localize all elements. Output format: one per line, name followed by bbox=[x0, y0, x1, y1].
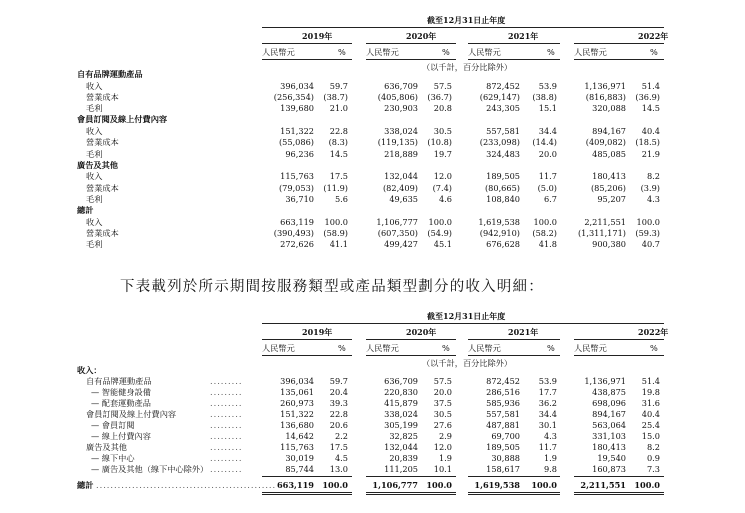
percent-cell: 21.0 bbox=[329, 103, 348, 114]
percent-cell: 22.8 bbox=[329, 125, 348, 136]
amount-cell: 189,505 bbox=[486, 171, 520, 182]
percent-cell: 30.5 bbox=[433, 409, 452, 419]
row-label: 毛利 bbox=[86, 148, 103, 159]
year-header: 2020年 bbox=[406, 327, 437, 337]
row-label: 收入 bbox=[86, 125, 103, 136]
percent-cell: 8.2 bbox=[646, 441, 660, 452]
percent-cell: 1.9 bbox=[543, 452, 557, 463]
percent-cell: (3.9) bbox=[640, 182, 660, 193]
amount-cell: 1,136,971 bbox=[584, 376, 626, 387]
dot-leader: ......... bbox=[210, 463, 243, 474]
percent-cell: (36.7) bbox=[427, 91, 452, 102]
unit-note: （以千計，百分比除外） bbox=[422, 62, 513, 72]
percent-cell: (38.7) bbox=[323, 91, 348, 102]
amount-cell: 305,199 bbox=[384, 419, 418, 430]
row-label: 毛利 bbox=[86, 103, 103, 114]
rule bbox=[366, 339, 456, 340]
amount-cell: 1,619,538 bbox=[474, 480, 520, 491]
percent-cell: 39.3 bbox=[329, 398, 348, 409]
percent-cell: 30.5 bbox=[433, 125, 452, 136]
row-label: — 線下中心 bbox=[91, 452, 135, 463]
amount-cell: 698,096 bbox=[592, 398, 626, 409]
amount-cell: 111,205 bbox=[384, 463, 418, 474]
dot-leader: .................................................. bbox=[96, 480, 277, 491]
percent-cell: 20.0 bbox=[433, 387, 452, 398]
amount-cell: 900,380 bbox=[592, 239, 626, 250]
percent-cell: (5.0) bbox=[537, 182, 557, 193]
percent-cell: (59.3) bbox=[635, 228, 660, 238]
breakdown-intro-sentence: 下表載列於所示期間按服務類型或產品類型劃分的收入明細： bbox=[120, 279, 544, 295]
percent-header: % bbox=[442, 47, 450, 57]
rule bbox=[574, 492, 664, 493]
rule bbox=[262, 27, 664, 28]
period-header: 截至12月31日止年度 bbox=[427, 15, 506, 25]
percent-cell: 40.4 bbox=[641, 409, 660, 419]
percent-header: % bbox=[547, 343, 555, 353]
rule bbox=[262, 59, 352, 60]
amount-cell: (233,098) bbox=[479, 137, 520, 148]
year-header: 2020年 bbox=[406, 31, 437, 41]
percent-cell: 100.0 bbox=[322, 480, 348, 491]
amount-cell: 396,034 bbox=[280, 80, 314, 91]
amount-cell: 636,709 bbox=[384, 376, 418, 387]
percent-cell: 2.2 bbox=[334, 430, 348, 441]
rule bbox=[366, 43, 456, 44]
currency-header: 人民幣元 bbox=[366, 343, 399, 353]
percent-cell: (11.9) bbox=[323, 182, 348, 193]
percent-header: % bbox=[650, 343, 658, 353]
year-header: 2019年 bbox=[302, 327, 333, 337]
percent-cell: (8.3) bbox=[328, 137, 348, 148]
amount-cell: 894,167 bbox=[592, 409, 626, 419]
dot-leader: ......... bbox=[210, 387, 243, 398]
percent-cell: 6.7 bbox=[543, 193, 557, 204]
amount-cell: 438,875 bbox=[592, 387, 626, 398]
rule bbox=[262, 492, 352, 493]
amount-cell: 324,483 bbox=[486, 148, 520, 159]
amount-cell: 85,744 bbox=[285, 463, 314, 474]
percent-cell: 57.5 bbox=[433, 376, 452, 387]
percent-cell: 15.0 bbox=[641, 430, 660, 441]
percent-cell: 100.0 bbox=[634, 480, 660, 491]
row-label: 營業成本 bbox=[86, 228, 119, 238]
dot-leader: ......... bbox=[210, 409, 243, 419]
percent-cell: 19.7 bbox=[433, 148, 452, 159]
percent-cell: 10.1 bbox=[433, 463, 452, 474]
percent-cell: (54.9) bbox=[427, 228, 452, 238]
amount-cell: 30,888 bbox=[491, 452, 520, 463]
amount-cell: 20,839 bbox=[389, 452, 418, 463]
rule bbox=[468, 339, 560, 340]
dot-leader: ......... bbox=[210, 419, 243, 430]
percent-cell: 20.0 bbox=[538, 148, 557, 159]
percent-cell: (58.9) bbox=[323, 228, 348, 238]
dot-leader: ......... bbox=[210, 441, 243, 452]
percent-cell: 27.6 bbox=[433, 419, 452, 430]
percent-cell: 31.6 bbox=[641, 398, 660, 409]
percent-cell: 100.0 bbox=[428, 216, 452, 227]
row-label: — 會員訂閱 bbox=[91, 419, 135, 430]
percent-cell: 22.8 bbox=[329, 409, 348, 419]
percent-cell: 4.3 bbox=[646, 193, 660, 204]
amount-cell: 180,413 bbox=[592, 171, 626, 182]
currency-header: 人民幣元 bbox=[574, 47, 607, 57]
amount-cell: 220,830 bbox=[384, 387, 418, 398]
amount-cell: 557,581 bbox=[486, 409, 520, 419]
percent-cell: 9.8 bbox=[543, 463, 557, 474]
dot-leader: ......... bbox=[210, 430, 243, 441]
percent-header: % bbox=[338, 343, 346, 353]
currency-header: 人民幣元 bbox=[574, 343, 607, 353]
rule bbox=[574, 494, 664, 495]
row-label: 營業成本 bbox=[86, 91, 119, 102]
percent-cell: 17.5 bbox=[329, 441, 348, 452]
amount-cell: 14,642 bbox=[285, 430, 314, 441]
year-header: 2022年 bbox=[638, 31, 669, 41]
percent-cell: 13.0 bbox=[329, 463, 348, 474]
rule bbox=[468, 494, 560, 495]
amount-cell: 1,619,538 bbox=[478, 216, 520, 227]
amount-cell: 663,119 bbox=[280, 216, 314, 227]
rule bbox=[366, 59, 456, 60]
amount-cell: (85,206) bbox=[590, 182, 626, 193]
row-label: 毛利 bbox=[86, 239, 103, 250]
amount-cell: 132,044 bbox=[384, 441, 418, 452]
row-label: — 配套運動產品 bbox=[91, 398, 151, 409]
section-title: 自有品牌運動產品 bbox=[77, 69, 143, 79]
amount-cell: 1,136,971 bbox=[584, 80, 626, 91]
amount-cell: 230,903 bbox=[384, 103, 418, 114]
unit-note: （以千計，百分比除外） bbox=[422, 358, 513, 368]
percent-header: % bbox=[442, 343, 450, 353]
amount-cell: 95,207 bbox=[597, 193, 626, 204]
amount-cell: 260,973 bbox=[280, 398, 314, 409]
currency-header: 人民幣元 bbox=[262, 343, 295, 353]
amount-cell: 115,763 bbox=[280, 171, 314, 182]
row-label: 毛利 bbox=[86, 193, 103, 204]
amount-cell: (80,665) bbox=[484, 182, 520, 193]
rule bbox=[262, 323, 664, 324]
percent-cell: 14.5 bbox=[641, 103, 660, 114]
amount-cell: (55,086) bbox=[278, 137, 314, 148]
percent-cell: 5.6 bbox=[334, 193, 348, 204]
rule bbox=[366, 494, 456, 495]
currency-header: 人民幣元 bbox=[468, 47, 501, 57]
percent-cell: 14.5 bbox=[329, 148, 348, 159]
section-title: 總計 bbox=[77, 205, 94, 216]
row-label: 自有品牌運動產品 bbox=[86, 376, 152, 387]
rule bbox=[574, 476, 664, 477]
percent-cell: 4.5 bbox=[334, 452, 348, 463]
amount-cell: 218,889 bbox=[384, 148, 418, 159]
amount-cell: 894,167 bbox=[592, 125, 626, 136]
percent-cell: 40.4 bbox=[641, 125, 660, 136]
percent-cell: 1.9 bbox=[438, 452, 452, 463]
percent-cell: 41.8 bbox=[538, 239, 557, 250]
section-title: 收入： bbox=[77, 365, 102, 375]
amount-cell: 2,211,551 bbox=[584, 216, 626, 227]
percent-header: % bbox=[338, 47, 346, 57]
percent-cell: 51.4 bbox=[641, 80, 660, 91]
amount-cell: 30,019 bbox=[285, 452, 314, 463]
percent-cell: (36.9) bbox=[635, 91, 660, 102]
amount-cell: 338,024 bbox=[384, 409, 418, 419]
rule bbox=[366, 476, 456, 477]
amount-cell: 135,061 bbox=[280, 387, 314, 398]
percent-cell: 2.9 bbox=[438, 430, 452, 441]
amount-cell: (405,806) bbox=[377, 91, 418, 102]
percent-cell: 4.6 bbox=[438, 193, 452, 204]
amount-cell: 96,236 bbox=[285, 148, 314, 159]
section-title: 廣告及其他 bbox=[77, 159, 118, 170]
amount-cell: 872,452 bbox=[486, 376, 520, 387]
amount-cell: 499,427 bbox=[384, 239, 418, 250]
percent-cell: 20.6 bbox=[329, 419, 348, 430]
amount-cell: 557,581 bbox=[486, 125, 520, 136]
percent-cell: 53.9 bbox=[538, 80, 557, 91]
amount-cell: 1,106,777 bbox=[376, 216, 418, 227]
amount-cell: (629,147) bbox=[479, 91, 520, 102]
currency-header: 人民幣元 bbox=[262, 47, 295, 57]
percent-cell: 15.1 bbox=[538, 103, 557, 114]
year-header: 2022年 bbox=[638, 327, 669, 337]
percent-cell: 0.9 bbox=[646, 452, 660, 463]
percent-cell: (58.2) bbox=[532, 228, 557, 238]
percent-cell: 17.5 bbox=[329, 171, 348, 182]
percent-cell: 11.7 bbox=[538, 441, 557, 452]
percent-cell: 12.0 bbox=[433, 171, 452, 182]
percent-cell: 41.1 bbox=[329, 239, 348, 250]
amount-cell: 415,879 bbox=[384, 398, 418, 409]
rule bbox=[366, 492, 456, 493]
amount-cell: 338,024 bbox=[384, 125, 418, 136]
amount-cell: 139,680 bbox=[280, 103, 314, 114]
amount-cell: (119,135) bbox=[377, 137, 418, 148]
amount-cell: 19,540 bbox=[597, 452, 626, 463]
percent-cell: 11.7 bbox=[538, 171, 557, 182]
percent-cell: 100.0 bbox=[636, 216, 660, 227]
amount-cell: (942,910) bbox=[479, 228, 520, 238]
percent-cell: 20.4 bbox=[329, 387, 348, 398]
amount-cell: 32,825 bbox=[389, 430, 418, 441]
amount-cell: 115,763 bbox=[280, 441, 314, 452]
amount-cell: 636,709 bbox=[384, 80, 418, 91]
amount-cell: (256,354) bbox=[273, 91, 314, 102]
rule bbox=[468, 59, 560, 60]
currency-header: 人民幣元 bbox=[468, 343, 501, 353]
year-header: 2019年 bbox=[302, 31, 333, 41]
percent-cell: (38.8) bbox=[532, 91, 557, 102]
percent-cell: 51.4 bbox=[641, 376, 660, 387]
percent-cell: (7.4) bbox=[432, 182, 452, 193]
rule bbox=[366, 355, 456, 356]
amount-cell: 151,322 bbox=[280, 409, 314, 419]
row-label: — 廣告及其他（線下中心除外） bbox=[91, 463, 209, 474]
percent-cell: 59.7 bbox=[329, 376, 348, 387]
rule bbox=[468, 43, 560, 44]
amount-cell: (607,350) bbox=[377, 228, 418, 238]
row-label: — 線上付費內容 bbox=[91, 430, 151, 441]
percent-cell: 37.5 bbox=[433, 398, 452, 409]
amount-cell: 180,413 bbox=[592, 441, 626, 452]
amount-cell: 286,516 bbox=[486, 387, 520, 398]
rule bbox=[574, 43, 664, 44]
amount-cell: 1,106,777 bbox=[372, 480, 418, 491]
amount-cell: 320,088 bbox=[592, 103, 626, 114]
percent-cell: 7.3 bbox=[646, 463, 660, 474]
amount-cell: 396,034 bbox=[280, 376, 314, 387]
amount-cell: (390,493) bbox=[273, 228, 314, 238]
total-label: 總計 bbox=[77, 480, 94, 491]
amount-cell: 563,064 bbox=[592, 419, 626, 430]
amount-cell: (1,311,171) bbox=[577, 228, 626, 238]
amount-cell: 69,700 bbox=[491, 430, 520, 441]
amount-cell: 272,626 bbox=[280, 239, 314, 250]
percent-cell: 36.2 bbox=[538, 398, 557, 409]
year-header: 2021年 bbox=[508, 31, 539, 41]
percent-cell: 34.4 bbox=[538, 125, 557, 136]
percent-cell: 4.3 bbox=[543, 430, 557, 441]
amount-cell: (409,082) bbox=[585, 137, 626, 148]
percent-cell: 19.8 bbox=[641, 387, 660, 398]
dot-leader: ......... bbox=[210, 398, 243, 409]
rule bbox=[262, 339, 352, 340]
row-label: 收入 bbox=[86, 80, 103, 91]
percent-cell: 30.1 bbox=[538, 419, 557, 430]
percent-cell: 8.2 bbox=[646, 171, 660, 182]
percent-cell: 53.9 bbox=[538, 376, 557, 387]
dot-leader: ......... bbox=[210, 376, 243, 387]
percent-cell: 45.1 bbox=[433, 239, 452, 250]
percent-cell: 12.0 bbox=[433, 441, 452, 452]
percent-header: % bbox=[650, 47, 658, 57]
percent-header: % bbox=[547, 47, 555, 57]
rule bbox=[262, 494, 352, 495]
amount-cell: 243,305 bbox=[486, 103, 520, 114]
year-header: 2021年 bbox=[508, 327, 539, 337]
amount-cell: 36,710 bbox=[285, 193, 314, 204]
amount-cell: 485,085 bbox=[592, 148, 626, 159]
percent-cell: 25.4 bbox=[641, 419, 660, 430]
rule bbox=[574, 59, 664, 60]
rule bbox=[574, 339, 664, 340]
percent-cell: 40.7 bbox=[641, 239, 660, 250]
amount-cell: 132,044 bbox=[384, 171, 418, 182]
amount-cell: 487,881 bbox=[486, 419, 520, 430]
amount-cell: 49,635 bbox=[389, 193, 418, 204]
amount-cell: 872,452 bbox=[486, 80, 520, 91]
rule bbox=[262, 43, 352, 44]
amount-cell: 189,505 bbox=[486, 441, 520, 452]
row-label: 收入 bbox=[86, 171, 103, 182]
amount-cell: 158,617 bbox=[486, 463, 520, 474]
period-header: 截至12月31日止年度 bbox=[427, 311, 506, 321]
percent-cell: 59.7 bbox=[329, 80, 348, 91]
row-label: 營業成本 bbox=[86, 137, 119, 148]
row-label: 廣告及其他 bbox=[86, 441, 127, 452]
rule bbox=[468, 476, 560, 477]
amount-cell: 160,873 bbox=[592, 463, 626, 474]
percent-cell: 57.5 bbox=[433, 80, 452, 91]
percent-cell: 21.9 bbox=[641, 148, 660, 159]
amount-cell: 108,840 bbox=[486, 193, 520, 204]
percent-cell: (10.8) bbox=[427, 137, 452, 148]
amount-cell: (82,409) bbox=[382, 182, 418, 193]
amount-cell: (79,053) bbox=[278, 182, 314, 193]
percent-cell: 100.0 bbox=[533, 216, 557, 227]
rule bbox=[468, 492, 560, 493]
percent-cell: 20.8 bbox=[433, 103, 452, 114]
percent-cell: 100.0 bbox=[426, 480, 452, 491]
percent-cell: 34.4 bbox=[538, 409, 557, 419]
percent-cell: 100.0 bbox=[324, 216, 348, 227]
row-label: — 智能健身設備 bbox=[91, 387, 151, 398]
percent-cell: 100.0 bbox=[531, 480, 557, 491]
amount-cell: (816,883) bbox=[585, 91, 626, 102]
rule bbox=[262, 476, 352, 477]
percent-cell: 17.7 bbox=[538, 387, 557, 398]
rule bbox=[262, 355, 352, 356]
rule bbox=[574, 355, 664, 356]
amount-cell: 151,322 bbox=[280, 125, 314, 136]
amount-cell: 585,936 bbox=[486, 398, 520, 409]
amount-cell: 136,680 bbox=[280, 419, 314, 430]
amount-cell: 331,103 bbox=[592, 430, 626, 441]
dot-leader: ......... bbox=[210, 452, 243, 463]
amount-cell: 663,119 bbox=[276, 480, 314, 491]
row-label: 會員訂閱及線上付費內容 bbox=[86, 409, 177, 419]
percent-cell: (18.5) bbox=[635, 137, 660, 148]
rule bbox=[468, 355, 560, 356]
row-label: 收入 bbox=[86, 216, 103, 227]
amount-cell: 2,211,551 bbox=[580, 480, 626, 491]
currency-header: 人民幣元 bbox=[366, 47, 399, 57]
amount-cell: 676,628 bbox=[486, 239, 520, 250]
row-label: 營業成本 bbox=[86, 182, 119, 193]
section-title: 會員訂閱及線上付費內容 bbox=[77, 114, 168, 125]
percent-cell: (14.4) bbox=[532, 137, 557, 148]
